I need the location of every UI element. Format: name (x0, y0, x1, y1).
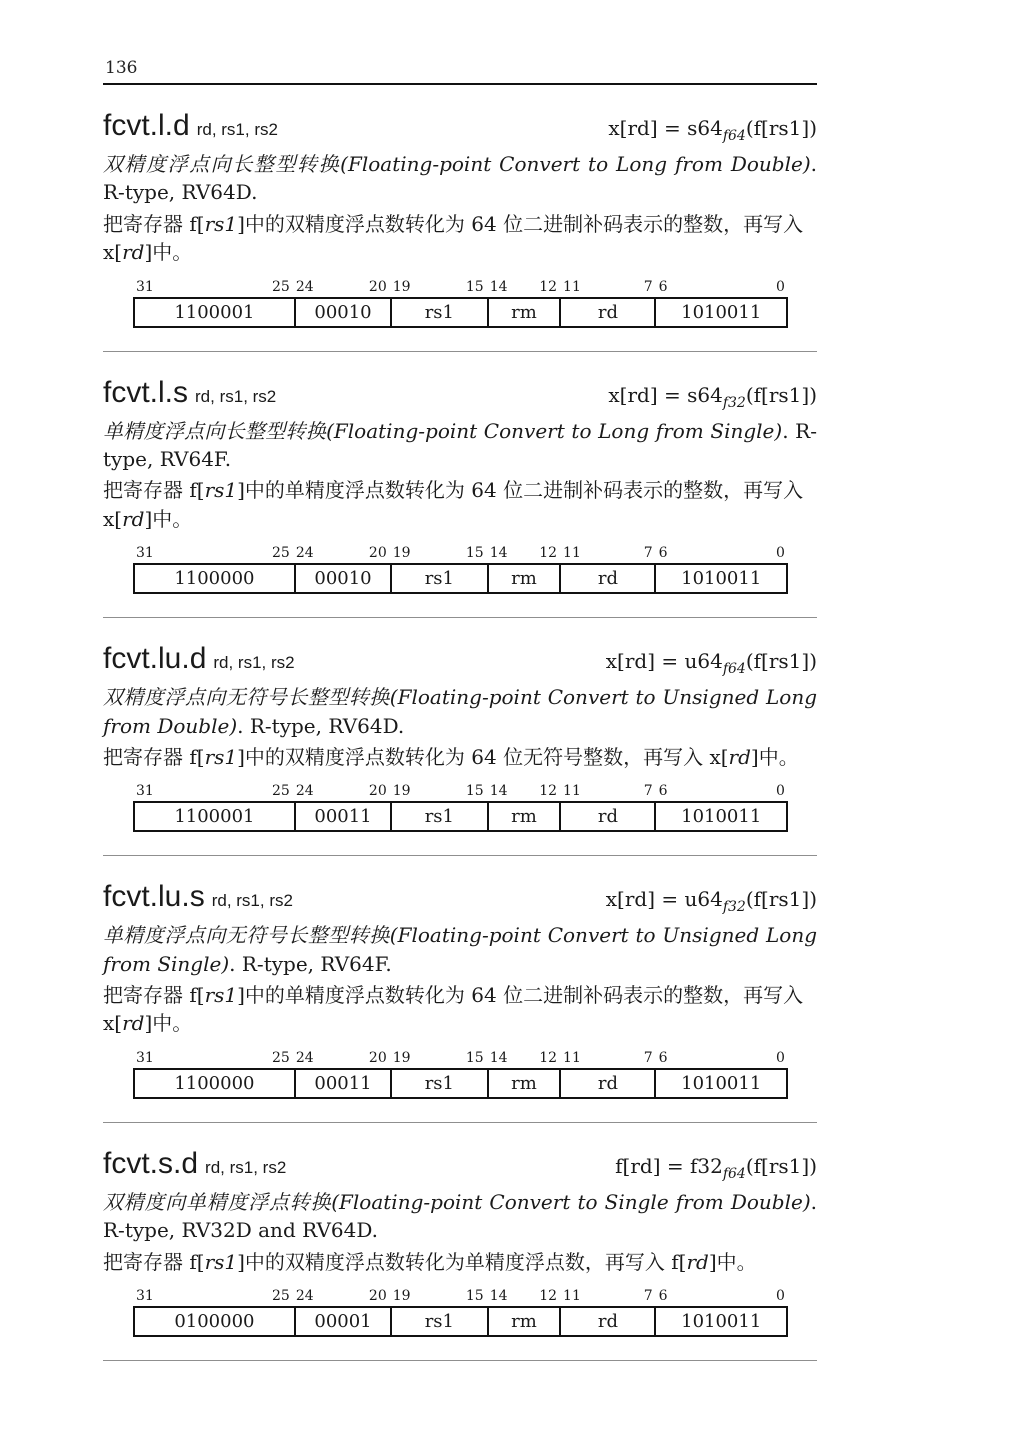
summary-type-info: . R-type, RV32D and RV64D. (103, 1189, 817, 1243)
summary-english: (Floating-point Convert to Long from Double) (340, 152, 811, 176)
operation-text: 把寄存器 f[ (103, 983, 205, 1008)
instruction-header (103, 880, 817, 914)
formula-post: (f[rs1]) (745, 382, 817, 407)
bit-label-cell (133, 545, 293, 563)
instruction-summary (103, 150, 817, 207)
operation-rd: rd (122, 506, 145, 531)
bit-hi: 11 (563, 1288, 581, 1305)
bit-hi: 19 (392, 783, 411, 800)
instruction-mnemonic: fcvt.l.s (103, 375, 189, 409)
field-rs1: rs1 (390, 565, 486, 592)
field-rs2: 00001 (294, 1308, 390, 1335)
section-divider (103, 1360, 817, 1361)
instruction-operation (103, 981, 817, 1038)
bit-lo: 12 (539, 783, 558, 800)
instruction-section-fcvt-l-d (103, 109, 817, 352)
bit-label-cell (390, 1288, 487, 1306)
encoding-fields-row (133, 563, 788, 594)
field-rs2: 00011 (294, 1070, 390, 1097)
bit-label-cell (560, 545, 656, 563)
summary-type-info: . R-type, RV64F. (229, 951, 392, 976)
bit-label-cell (560, 279, 656, 297)
bit-hi: 14 (489, 545, 508, 562)
section-divider (103, 1122, 817, 1123)
bit-label-cell (293, 1288, 390, 1306)
bit-lo: 15 (465, 278, 484, 295)
instruction-section-fcvt-lu-s (103, 880, 817, 1123)
bit-lo: 12 (539, 1049, 558, 1066)
bit-label-cell (656, 1288, 788, 1306)
instruction-mnemonic: fcvt.lu.d (103, 642, 207, 676)
operation-rs1: rs1 (204, 983, 238, 1008)
summary-english: (Floating-point Convert to Unsigned Long from Double) (103, 685, 818, 738)
instruction-title (103, 109, 278, 143)
bit-hi: 11 (563, 278, 581, 295)
bit-label-cell (390, 1050, 487, 1068)
bit-hi: 11 (563, 545, 581, 562)
field-opcode: 1010011 (654, 565, 786, 592)
formula-post: (f[rs1]) (745, 1153, 817, 1178)
instruction-summary (103, 1188, 817, 1245)
instruction-operation (103, 743, 817, 771)
instruction-operands: rd, rs1, rs2 (213, 653, 295, 673)
field-rd: rd (559, 1308, 654, 1335)
instruction-mnemonic: fcvt.l.d (103, 109, 190, 142)
summary-chinese: 双精度向单精度浮点转换 (103, 1189, 332, 1214)
instruction-title (103, 1147, 286, 1181)
bit-label-cell (560, 783, 656, 801)
operation-text: ]中。 (144, 240, 193, 265)
field-rm: rm (487, 299, 560, 326)
operation-text: 把寄存器 f[ (103, 211, 205, 236)
encoding-diagram (133, 1050, 788, 1099)
bit-hi: 14 (489, 1288, 508, 1305)
instruction-mnemonic: fcvt.s.d (103, 1146, 199, 1180)
formula-pre: x[rd] = s64 (608, 116, 723, 140)
bit-labels-row (133, 1050, 788, 1068)
instruction-operation (103, 210, 817, 267)
field-rd: rd (559, 803, 654, 830)
bit-hi: 31 (136, 545, 154, 562)
instruction-operands: rd, rs1, rs2 (211, 891, 293, 911)
bit-lo: 0 (776, 1049, 785, 1066)
bit-hi: 24 (295, 1288, 314, 1305)
field-rd: rd (559, 1070, 654, 1097)
encoding-fields-row (133, 1306, 788, 1337)
bit-lo: 25 (271, 1049, 290, 1066)
summary-type-info: . R-type, RV64D. (103, 152, 817, 205)
operation-rs1: rs1 (204, 478, 238, 503)
operation-rd: rd (122, 1011, 145, 1036)
summary-english: (Floating-point Convert to Long from Single) (326, 418, 783, 443)
bit-hi: 19 (392, 1049, 411, 1066)
bit-hi: 14 (489, 278, 508, 295)
bit-hi: 31 (136, 278, 154, 295)
encoding-fields-row (133, 297, 788, 328)
instruction-formula (605, 649, 817, 678)
bit-label-cell (656, 783, 788, 801)
field-funct7: 1100000 (174, 568, 255, 590)
field-opcode: 1010011 (654, 803, 786, 830)
bit-lo: 12 (539, 545, 558, 562)
bit-lo: 20 (368, 783, 387, 800)
instruction-operation (103, 476, 817, 533)
instruction-summary (103, 921, 817, 978)
instruction-mnemonic: fcvt.lu.s (103, 880, 205, 914)
formula-post: (f[rs1]) (745, 649, 817, 674)
summary-chinese: 双精度浮点向无符号长整型转换 (103, 685, 390, 710)
operation-text: ]中的单精度浮点数转化为 64 位二进制补码表示的整数，再写入 x[ (103, 478, 804, 531)
bit-hi: 6 (658, 1049, 668, 1066)
encoding-diagram (133, 279, 788, 328)
bit-label-cell (293, 545, 390, 563)
bit-lo: 7 (643, 783, 653, 800)
bit-hi: 24 (295, 1049, 314, 1066)
bit-lo: 20 (368, 1288, 387, 1305)
operation-rs1: rs1 (204, 1249, 238, 1274)
instruction-operation (103, 1248, 817, 1276)
instruction-header (103, 642, 817, 676)
operation-text: 把寄存器 f[ (103, 744, 205, 769)
instruction-summary (103, 417, 817, 474)
operation-text: ]中。 (144, 506, 193, 531)
bit-label-cell (560, 1050, 656, 1068)
instruction-formula (608, 116, 817, 144)
bit-label-cell (133, 1050, 293, 1068)
field-rm: rm (487, 803, 560, 830)
field-rs2: 00011 (294, 803, 390, 830)
bit-lo: 20 (368, 278, 387, 295)
bit-lo: 25 (271, 545, 290, 562)
bit-hi: 19 (392, 545, 411, 562)
bit-label-cell (487, 1288, 560, 1306)
operation-rs1: rs1 (204, 744, 238, 769)
instruction-formula (615, 1153, 817, 1182)
instruction-operands: rd, rs1, rs2 (195, 386, 277, 406)
field-opcode: 1010011 (654, 299, 786, 326)
bit-lo: 7 (643, 545, 653, 562)
bit-label-cell (656, 1050, 788, 1068)
bit-lo: 15 (465, 783, 484, 800)
bit-label-cell (390, 279, 487, 297)
bit-lo: 25 (271, 1288, 290, 1305)
instruction-operands: rd, rs1, rs2 (205, 1157, 287, 1177)
bit-hi: 6 (658, 1288, 668, 1305)
field-rs1: rs1 (390, 803, 486, 830)
instruction-header (103, 1147, 817, 1181)
formula-pre: x[rd] = u64 (605, 887, 723, 912)
formula-subscript: f64 (722, 1165, 746, 1182)
section-divider (103, 617, 817, 618)
bit-hi: 6 (658, 545, 668, 562)
formula-subscript: f64 (722, 128, 746, 144)
operation-text: ]中的双精度浮点数转化为 64 位无符号整数，再写入 x[ (237, 744, 729, 769)
summary-chinese: 单精度浮点向长整型转换 (103, 418, 327, 443)
field-funct7: 1100000 (174, 1072, 255, 1094)
encoding-diagram (133, 783, 788, 832)
operation-text: ]中。 (708, 1249, 757, 1274)
instruction-title (103, 376, 276, 410)
bit-lo: 15 (465, 1049, 484, 1066)
bit-lo: 15 (465, 1288, 484, 1305)
operation-text: ]中。 (750, 744, 799, 769)
field-funct7: 0100000 (174, 1311, 255, 1333)
bit-hi: 24 (295, 278, 314, 295)
operation-text: ]中的双精度浮点数转化为 64 位二进制补码表示的整数，再写入 x[ (103, 211, 804, 265)
instruction-section-fcvt-lu-d (103, 642, 817, 856)
bit-labels-row (133, 1288, 788, 1306)
bit-hi: 24 (295, 783, 314, 800)
instruction-summary (103, 683, 817, 740)
bit-hi: 31 (136, 783, 154, 800)
bit-label-cell (293, 1050, 390, 1068)
instruction-header (103, 376, 817, 410)
bit-hi: 6 (658, 783, 668, 800)
summary-english: (Floating-point Convert to Single from Double) (331, 1189, 811, 1214)
bit-hi: 31 (136, 1288, 154, 1305)
bit-lo: 7 (643, 1049, 653, 1066)
bit-lo: 20 (368, 1049, 387, 1066)
summary-type-info: . R-type, RV64F. (103, 418, 817, 471)
operation-rd: rd (686, 1249, 709, 1274)
bit-lo: 20 (368, 545, 387, 562)
instruction-section-fcvt-s-d (103, 1147, 817, 1361)
bit-lo: 7 (643, 1288, 653, 1305)
bit-lo: 0 (776, 1288, 785, 1305)
bit-lo: 7 (643, 278, 653, 295)
bit-lo: 12 (539, 278, 558, 295)
bit-label-cell (487, 1050, 560, 1068)
bit-hi: 14 (489, 1049, 508, 1066)
operation-text: ]中的双精度浮点数转化为单精度浮点数，再写入 f[ (237, 1249, 687, 1274)
formula-pre: f[rd] = f32 (615, 1153, 723, 1178)
instruction-title (103, 880, 293, 914)
bit-label-cell (390, 545, 487, 563)
instruction-header (103, 109, 817, 143)
bit-lo: 15 (465, 545, 484, 562)
field-rs2: 00010 (294, 299, 390, 326)
bit-hi: 24 (295, 545, 314, 562)
bit-lo: 0 (776, 783, 785, 800)
summary-type-info: . R-type, RV64D. (237, 713, 405, 738)
encoding-fields-row (133, 1068, 788, 1099)
field-opcode: 1010011 (654, 1070, 786, 1097)
bit-label-cell (293, 279, 390, 297)
summary-chinese: 双精度浮点向长整型转换 (103, 152, 341, 176)
bit-label-cell (487, 279, 560, 297)
bit-hi: 11 (563, 783, 581, 800)
instruction-title (103, 642, 295, 676)
bit-hi: 11 (563, 1049, 581, 1066)
bit-hi: 31 (136, 1049, 154, 1066)
formula-post: (f[rs1]) (745, 887, 817, 912)
summary-chinese: 单精度浮点向无符号长整型转换 (103, 923, 390, 948)
instruction-section-fcvt-l-s (103, 376, 817, 619)
section-divider (103, 351, 817, 352)
operation-rd: rd (122, 240, 145, 265)
encoding-fields-row (133, 801, 788, 832)
bit-labels-row (133, 545, 788, 563)
bit-label-cell (133, 783, 293, 801)
instruction-formula (605, 887, 817, 916)
bit-hi: 19 (392, 278, 411, 295)
bit-label-cell (656, 545, 788, 563)
field-opcode: 1010011 (654, 1308, 786, 1335)
field-funct7: 1100001 (174, 806, 255, 828)
bit-lo: 0 (776, 545, 785, 562)
operation-rd: rd (728, 744, 751, 769)
formula-subscript: f32 (722, 394, 746, 411)
bit-lo: 12 (539, 1288, 558, 1305)
formula-pre: x[rd] = u64 (605, 649, 723, 674)
field-rm: rm (487, 1308, 560, 1335)
encoding-diagram (133, 1288, 788, 1337)
operation-text: ]中的单精度浮点数转化为 64 位二进制补码表示的整数，再写入 x[ (103, 983, 804, 1036)
field-rm: rm (487, 1070, 560, 1097)
header-rule (103, 83, 817, 85)
formula-subscript: f32 (722, 899, 746, 916)
operation-rs1: rs1 (204, 211, 238, 236)
bit-label-cell (487, 545, 560, 563)
bit-label-cell (560, 1288, 656, 1306)
bit-labels-row (133, 783, 788, 801)
operation-text: 把寄存器 f[ (103, 478, 205, 503)
bit-lo: 0 (776, 278, 785, 295)
bit-hi: 19 (392, 1288, 411, 1305)
bit-label-cell (133, 1288, 293, 1306)
field-rs1: rs1 (390, 299, 486, 326)
formula-post: (f[rs1]) (745, 116, 817, 140)
field-rd: rd (559, 565, 654, 592)
operation-text: ]中。 (144, 1011, 193, 1036)
section-divider (103, 855, 817, 856)
formula-pre: x[rd] = s64 (608, 382, 723, 407)
field-rs2: 00010 (294, 565, 390, 592)
field-rs1: rs1 (390, 1070, 486, 1097)
encoding-diagram (133, 545, 788, 594)
instruction-operands: rd, rs1, rs2 (196, 120, 278, 139)
field-funct7: 1100001 (174, 301, 255, 323)
instruction-formula (608, 382, 817, 411)
page-number: 136 (105, 58, 138, 78)
bit-label-cell (390, 783, 487, 801)
field-rs1: rs1 (390, 1308, 486, 1335)
bit-label-cell (293, 783, 390, 801)
bit-hi: 14 (489, 783, 508, 800)
bit-labels-row (133, 279, 788, 297)
field-rm: rm (487, 565, 560, 592)
bit-lo: 25 (271, 278, 290, 295)
bit-hi: 6 (658, 278, 668, 295)
summary-english: (Floating-point Convert to Unsigned Long from Single) (103, 923, 818, 976)
bit-label-cell (133, 279, 293, 297)
bit-label-cell (487, 783, 560, 801)
bit-lo: 25 (271, 783, 290, 800)
operation-text: 把寄存器 f[ (103, 1249, 205, 1274)
formula-subscript: f64 (722, 661, 746, 678)
bit-label-cell (656, 279, 788, 297)
field-rd: rd (559, 299, 654, 326)
